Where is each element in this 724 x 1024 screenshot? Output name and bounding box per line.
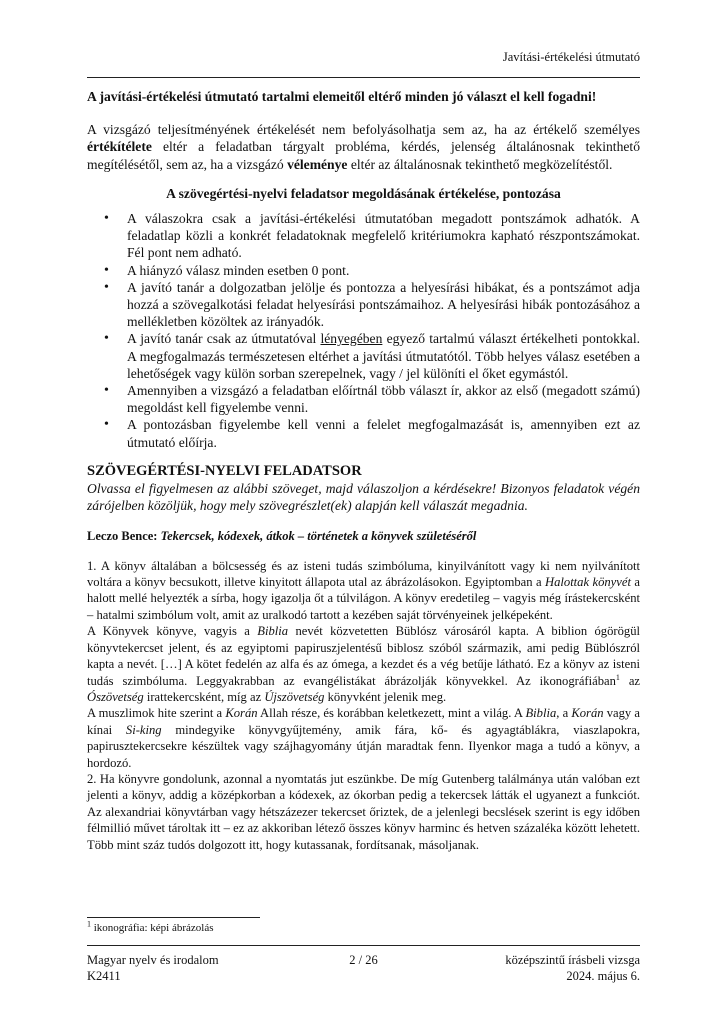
source-title: Tekercsek, kódexek, átkok – történetek a könyvek születéséről: [160, 529, 477, 544]
source-citation: [87, 528, 640, 545]
page-content: [87, 88, 640, 853]
text-run: könyvként jelenik meg.: [324, 689, 447, 704]
text-italic: Biblia: [257, 624, 289, 639]
text-paragraph: [87, 705, 640, 771]
rule-text: egyező tartalmú választ értékelheti pontokkal. A megfogalmazás természetesen eltérhet a javítási útmutatótól. Több helyes válasz esetében a lehetőségek vagy külön sorban szerepelnek, vagy / jel különíti el őket egymástól.: [127, 331, 640, 381]
footer-code: K2411: [87, 969, 121, 983]
text-run: Allah része, és korábban keletkezett, mint a világ. A: [257, 706, 526, 721]
text-run: mindegyike könyvgyűjtemény, amik fára, kő- és agyagtáblákra, viaszlapokra, papirusztekercsekre készültek vagy szájhagyomány útján maradtak fenn. Ilyenkor maga a tudó a könyv, a hordozó.: [87, 722, 640, 770]
footer-level: középszintű írásbeli vizsga: [505, 953, 640, 967]
acceptance-notice: A javítási-értékelési útmutató tartalmi elemeitől eltérő minden jó választ el kell fogadni!: [87, 89, 597, 104]
text-paragraph: 2. Ha könyvre gondolunk, azonnal a nyomtatás jut eszünkbe. De míg Gutenberg találmánya után valóban ezt jelenti a könyv, addig a középkorban a kódexek, az ókorban pedig a tekercsek látták el ugyanezt a funkciót. Az alexandriai könyvtárban vagy hétszázezer tekercset őriztek, de a jelenlegi becslések szerint is egy időben félmillió művet tároltak itt – ez az akkoriban létező összes könyv harminc és hetven százaléka között lehetett. Több mint száz tudós dolgozott itt, hogy kutassanak, fordítsanak, másoljanak.: [87, 771, 640, 852]
footer-subject: Magyar nyelv és irodalom: [87, 953, 219, 967]
footer-date: 2024. május 6.: [566, 969, 640, 983]
intro-bold-1: értékítélete: [87, 139, 152, 155]
footnote-marker: 1: [615, 672, 620, 682]
text-italic: Korán: [571, 706, 604, 721]
text-paragraph: [87, 623, 640, 705]
rule-item: • A javító tanár a dolgozatban jelölje és pontozza a helyesírási hibákat, és a pontszámot adja hozzá a szövegalkotási feladat helyesírási pontszámaihoz. A helyesírási hibák pontozásához a mellékletben közöltek az irányadók.: [127, 279, 640, 331]
footer-rule: [87, 945, 640, 946]
text-run: 1. A könyv általában a bölcsesség és az isteni tudás szimbóluma, kinyilvánított vagy ki nem nyilvánított voltára a könyv becsukott, illetve kinyitott állapota utal az ábrázolásokon. Egyiptomban a: [87, 558, 640, 590]
running-header: Javítási-értékelési útmutató: [502, 50, 640, 64]
text-run: a halott mellé helyezték a sírba, hogy igazolja őt a túlvilágon. A könyv eredetileg – vagyis még írástekercsként – hatalmi szimbólum volt, amit az uralkodó tartott a kezében saját törvényeinek jelképeként.: [87, 575, 640, 622]
text-paragraph: [87, 558, 640, 624]
footer-right: [505, 952, 640, 984]
footnote-rule: [87, 917, 260, 918]
source-author: Leczo Bence:: [87, 529, 161, 544]
header-rule: [87, 77, 640, 78]
task-instructions: Olvassa el figyelmesen az alábbi szöveget, majd válaszoljon a kérdésekre! Bizonyos feladatok végén zárójelben közöljük, hogy mely szövegrészlet(ek) alapján kell válaszát megadnia.: [87, 481, 640, 514]
rules-list: [87, 210, 640, 451]
rule-text: A javító tanár csak az útmutatóval: [127, 331, 321, 347]
text-italic: Biblia: [525, 706, 557, 721]
text-run: A Könyvek könyve, vagyis a: [87, 624, 258, 639]
section-title: A szövegértési-nyelvi feladatsor megoldásának értékelése, pontozása: [166, 185, 561, 201]
text-italic: Halottak könyvét: [545, 575, 631, 590]
rule-item: • A pontozásban figyelembe kell venni a felelet megfogalmazását is, amennyiben ezt az útmutató előírja.: [127, 416, 640, 450]
rule-item: • A válaszokra csak a javítási-értékelési útmutatóban megadott pontszámok adhatók. A feladatlap közli a konkrét feladatoknak megfelelő kritériumokra kapható részpontszámokat. Fél pont nem adható.: [127, 210, 640, 262]
rule-item: • A hiányzó válasz minden esetben 0 pont.: [127, 262, 640, 279]
text-run: irattekercsként, míg az: [143, 689, 265, 704]
text-run: , a: [556, 706, 572, 721]
page-number: 2 / 26: [349, 953, 378, 967]
intro-paragraph: [87, 121, 640, 173]
text-run: vagy a kínai: [87, 706, 641, 737]
reading-text: [87, 558, 640, 853]
task-heading: SZÖVEGÉRTÉSI-NYELVI FELADATSOR: [87, 462, 362, 479]
text-italic: Ószövetség: [87, 689, 144, 704]
text-italic: Korán: [225, 706, 258, 721]
text-italic: Újszövetség: [264, 689, 325, 704]
text-run: az: [619, 673, 641, 688]
rule-item: [127, 330, 640, 382]
footnote: [87, 919, 214, 934]
intro-text-3: eltér az általánosnak tekinthető megközelítéstől.: [347, 156, 613, 172]
rule-underlined-word: lényegében: [320, 331, 383, 347]
text-run: nevét közvetetten Büblósz városáról kapta. A biblion ógörögül könyvtekercset jelent, és az egyiptomi papiruszjelentésű biblosz szóból származik, ami pedig Büblószról kapta a nevét. […] A kötet fedelén az alfa és az ómega, a kezdet és a vég betűje látható. Ez a könyv az isteni tudás szimbóluma. Leggyakrabban az evangélistákat ábrázolják könyvekkel. Az ikonográfiában: [87, 624, 640, 688]
intro-bold-2: véleménye: [287, 156, 348, 172]
text-run: A muszlimok hite szerint a: [87, 706, 226, 721]
footnote-text: ikonográfia: képi ábrázolás: [91, 922, 214, 934]
rule-item: • Amennyiben a vizsgázó a feladatban előírtnál több választ ír, akkor az első (megadott számú) megoldást kell figyelembe venni.: [127, 382, 640, 416]
intro-text-2: eltér a feladatban tárgyalt probléma, kérdés, jelenség általánosnak tekinthető megítélésétől, sem az, ha a vizsgázó: [87, 139, 640, 172]
text-italic: Si-king: [125, 722, 162, 737]
footnote-number: 1: [87, 919, 91, 929]
intro-text-1: A vizsgázó teljesítményének értékelését nem befolyásolhatja sem az, ha az értékelő személyes: [87, 122, 640, 138]
document-page: [87, 0, 640, 1024]
